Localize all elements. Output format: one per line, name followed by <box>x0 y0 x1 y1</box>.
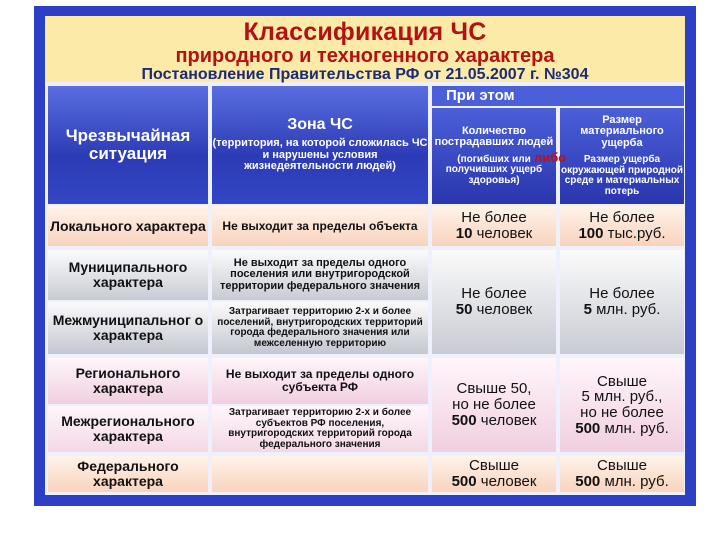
row-local-people <box>432 206 556 246</box>
row-interregional-zone <box>212 406 428 452</box>
value-number: 500 <box>451 411 477 429</box>
row-regional-damage <box>560 358 684 452</box>
value-unit: млн. руб. <box>604 473 669 490</box>
title-decree: Постановление Правительства РФ от 21.05.2007 г. №304 <box>141 66 589 83</box>
value-unit: млн. руб. <box>604 419 669 437</box>
header-damage-title: Размер материального ущерба <box>580 113 664 149</box>
row-municipal-name <box>48 250 208 300</box>
header-situation-label: Чрезвычайная ситуация <box>65 126 191 163</box>
header-libo: либо <box>534 150 567 165</box>
value-unit: млн. руб. <box>596 301 661 318</box>
value-text: Свыше <box>469 457 519 475</box>
value-unit: человек <box>480 473 537 490</box>
row-interregional-name <box>48 406 208 452</box>
header-people-desc: (погибших или получивших ущерб здоровья) <box>445 153 543 186</box>
row-federal-label: Федерального характера <box>77 458 179 489</box>
row-federal-damage <box>560 456 684 492</box>
value-text: но не более <box>452 396 536 414</box>
row-regional-people <box>432 358 556 452</box>
value-text: Не более <box>589 209 655 227</box>
row-regional-zone-text: Не выходит за пределы одного субъекта РФ <box>225 367 415 394</box>
header-situation <box>48 86 208 204</box>
row-interregional-label: Межрегионального характера <box>61 413 195 444</box>
title-banner <box>45 16 685 82</box>
value-number: 10 <box>455 225 473 242</box>
value-text: Не более <box>461 209 527 227</box>
value-text: Свыше 50, <box>456 380 532 398</box>
header-damage-desc: Размер ущерба окружающей природной среде и материальных потерь <box>560 154 684 197</box>
value-unit: человек <box>476 225 533 242</box>
header-pri-etom: При этом <box>432 86 684 106</box>
header-damage <box>560 108 684 204</box>
value-text: но не более <box>580 404 664 421</box>
value-number: 500 <box>575 473 601 490</box>
row-local-label: Локального характера <box>50 217 206 234</box>
row-local-zone <box>212 206 428 246</box>
row-local-zone-text: Не выходит за пределы объекта <box>222 218 418 233</box>
value-number: 5 <box>583 301 592 318</box>
row-local-damage <box>560 206 684 246</box>
row-intermunicipal-zone-text: Затрагивает территорию 2-х и более поселений, внутригородских территорий города федерального значения или межселенную территорию <box>217 306 423 349</box>
row-municipal-damage <box>560 250 684 354</box>
row-municipal-zone-text: Не выходит за пределы одного поселения или внутригородской территории федерального значения <box>219 256 421 292</box>
header-zone <box>212 86 428 204</box>
title-line-2: природного и техногенного характера <box>175 45 555 67</box>
value-unit: тыс.руб. <box>607 225 666 242</box>
row-municipal-label: Муниципального характера <box>68 259 188 290</box>
header-zone-desc: (территория, на которой сложилась ЧС и нарушены условия жизнедеятельности людей) <box>212 137 428 173</box>
row-federal-people <box>432 456 556 492</box>
value-text: Не более <box>461 285 527 303</box>
row-intermunicipal-label: Межмуниципальног о характера <box>52 312 204 343</box>
row-regional-name <box>48 358 208 404</box>
row-regional-label: Регионального характера <box>75 365 181 396</box>
row-federal-zone <box>212 456 428 492</box>
row-regional-zone <box>212 358 428 404</box>
value-number: 500 <box>575 419 601 437</box>
value-unit: человек <box>480 411 537 429</box>
value-unit: человек <box>476 301 533 318</box>
row-local-name <box>48 206 208 246</box>
value-text: Не более <box>589 285 655 303</box>
row-municipal-people <box>432 250 556 354</box>
row-federal-name <box>48 456 208 492</box>
row-intermunicipal-zone <box>212 302 428 354</box>
value-text: Свыше <box>597 372 647 390</box>
row-intermunicipal-name <box>48 302 208 354</box>
value-text: 5 млн. руб., <box>581 388 663 406</box>
value-number: 500 <box>451 473 477 490</box>
header-people-title: Количество пострадавших людей <box>434 124 554 149</box>
header-zone-title: Зона ЧС <box>287 116 353 134</box>
value-text: Свыше <box>597 457 647 475</box>
value-number: 100 <box>578 225 604 242</box>
row-municipal-zone <box>212 250 428 300</box>
row-interregional-zone-text: Затрагивает территорию 2-х и более субъектов РФ поселения, внутригородских территорий города федерального значения <box>228 407 412 450</box>
value-number: 50 <box>455 301 473 318</box>
title-line-1: Классификация ЧС <box>243 18 487 46</box>
